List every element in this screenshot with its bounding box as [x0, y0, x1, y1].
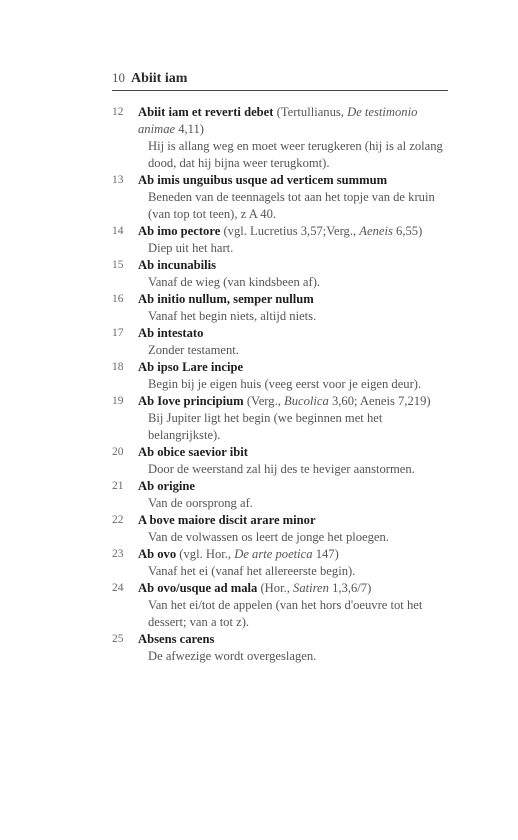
- entry-number: 21: [112, 480, 124, 492]
- entry-heading: [138, 325, 448, 342]
- latin-phrase: Ab ipso Lare incipe: [138, 360, 244, 374]
- entry-number: 13: [112, 174, 124, 186]
- translation: Van het ei/tot de appelen (van het hors d'oeuvre tot het dessert; van a tot z).: [148, 598, 423, 629]
- latin-phrase: Absens carens: [138, 632, 215, 646]
- source-suffix: 147): [312, 547, 339, 561]
- entry-number: 25: [112, 633, 124, 645]
- source-work-title: De arte poetica: [234, 547, 313, 561]
- source-suffix: 6,55): [392, 224, 423, 238]
- entry-number: 18: [112, 361, 124, 373]
- entry-heading: [138, 223, 448, 240]
- entry-list: [112, 104, 448, 665]
- translation: Van de oorsprong af.: [148, 496, 253, 510]
- running-head: [112, 66, 448, 91]
- entry-heading: [138, 359, 448, 376]
- entry-heading: [138, 631, 448, 648]
- entry-number: 14: [112, 225, 124, 237]
- latin-phrase: Ab imis unguibus usque ad verticem summum: [138, 173, 388, 187]
- latin-phrase: A bove maiore discit arare minor: [138, 513, 316, 527]
- source-prefix: (Hor.,: [260, 581, 294, 595]
- entry-number: 24: [112, 582, 124, 594]
- source-suffix: 4,11): [175, 122, 204, 136]
- translation: Beneden van de teennagels tot aan het topje van de kruin (van top tot teen), z A 40.: [148, 190, 435, 221]
- entry-heading: [138, 512, 448, 529]
- entry-heading: [138, 393, 448, 410]
- latin-phrase: Ab imo pectore: [138, 224, 221, 238]
- source-prefix: (vgl. Hor.,: [179, 547, 235, 561]
- entry-number: 23: [112, 548, 124, 560]
- entry-number: 15: [112, 259, 124, 271]
- translation: Vanaf het begin niets, altijd niets.: [148, 309, 317, 323]
- entry-number: 19: [112, 395, 124, 407]
- latin-phrase: Ab origine: [138, 479, 196, 493]
- translation: Zonder testament.: [148, 343, 239, 357]
- latin-phrase: Ab initio nullum, semper nullum: [138, 292, 314, 306]
- latin-phrase: Ab ovo/usque ad mala: [138, 581, 258, 595]
- source-prefix: (Tertullianus,: [276, 105, 348, 119]
- entry-heading: [138, 546, 448, 563]
- entry: [112, 393, 448, 444]
- entry: [112, 325, 448, 359]
- translation: Bij Jupiter ligt het begin (we beginnen met het belangrijkste).: [148, 411, 383, 442]
- entry: [112, 257, 448, 291]
- entry-heading: [138, 580, 448, 597]
- entry: [112, 478, 448, 512]
- translation: Diep uit het hart.: [148, 241, 234, 255]
- entry-heading: [138, 291, 448, 308]
- entry-heading: [138, 444, 448, 461]
- entry: [112, 444, 448, 478]
- entry: [112, 223, 448, 257]
- latin-phrase: Ab obice saevior ibit: [138, 445, 248, 459]
- latin-phrase: Abiit iam et reverti debet: [138, 105, 274, 119]
- source-prefix: (vgl. Lucretius 3,57;Verg.,: [223, 224, 360, 238]
- entry: [112, 104, 448, 172]
- source-work-title: Aeneis: [359, 224, 393, 238]
- entry-number: 16: [112, 293, 124, 305]
- source-suffix: 3,60; Aeneis 7,219): [328, 394, 431, 408]
- latin-phrase: Ab Iove principium: [138, 394, 244, 408]
- entry: [112, 172, 448, 223]
- entry-number: 17: [112, 327, 124, 339]
- source-work-title: De testimonio animae: [138, 105, 418, 136]
- source-work-title: Bucolica: [284, 394, 329, 408]
- source-work-title: Satiren: [293, 581, 329, 595]
- translation: Hij is allang weg en moet weer terugkeren (hij is al zolang dood, dat hij bijna weer terugkomt).: [148, 139, 443, 170]
- translation: Door de weerstand zal hij des te heviger aanstormen.: [148, 462, 415, 476]
- entry: [112, 359, 448, 393]
- latin-phrase: Ab intestato: [138, 326, 204, 340]
- entry: [112, 546, 448, 580]
- page-title: Abiit iam: [131, 71, 188, 86]
- source-citation: [179, 547, 339, 561]
- latin-phrase: Ab incunabilis: [138, 258, 217, 272]
- entry-number: 22: [112, 514, 124, 526]
- entry-number: 20: [112, 446, 124, 458]
- source-citation: [260, 581, 371, 595]
- entry: [112, 580, 448, 631]
- translation: Vanaf de wieg (van kindsbeen af).: [148, 275, 321, 289]
- entry-heading: [138, 104, 448, 138]
- entry-number: 12: [112, 106, 124, 118]
- entry: [112, 291, 448, 325]
- source-citation: [223, 224, 422, 238]
- translation: Begin bij je eigen huis (veeg eerst voor je eigen deur).: [148, 377, 422, 391]
- source-suffix: 1,3,6/7): [328, 581, 372, 595]
- translation: Vanaf het ei (vanaf het allereerste begin).: [148, 564, 356, 578]
- translation: De afwezige wordt overgeslagen.: [148, 649, 317, 663]
- entry: [112, 512, 448, 546]
- source-prefix: (Verg.,: [246, 394, 285, 408]
- translation: Van de volwassen os leert de jonge het ploegen.: [148, 530, 389, 544]
- entry-heading: [138, 257, 448, 274]
- latin-phrase: Ab ovo: [138, 547, 177, 561]
- entry: [112, 631, 448, 665]
- page-number: 10: [112, 70, 125, 85]
- source-citation: [247, 394, 431, 408]
- entry-heading: [138, 478, 448, 495]
- entry-heading: [138, 172, 448, 189]
